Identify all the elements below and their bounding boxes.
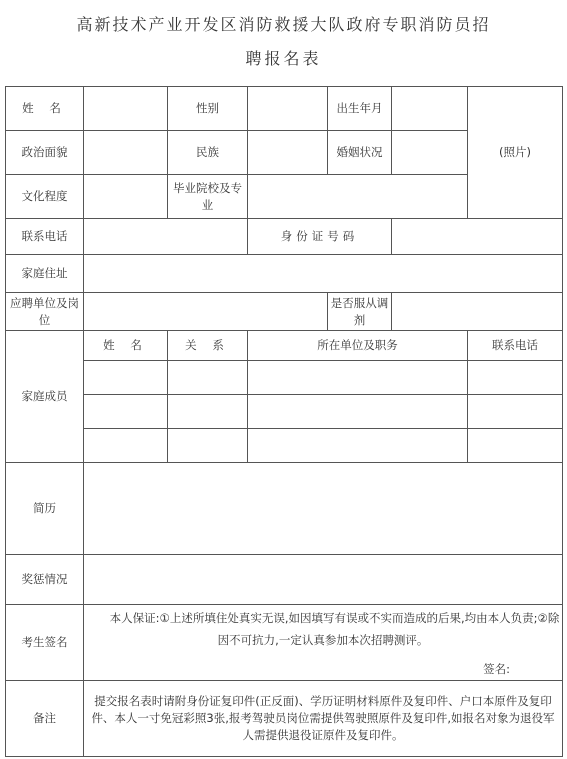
pledge-text: 本人保证:①上述所填住处真实无误,如因填写有误或不实而造成的后果,均由本人负责;②除因不可抗力,一定认真参加本次招聘测评。 <box>109 611 560 647</box>
family-header-relation: 关 系 <box>168 331 248 361</box>
resume-label: 简历 <box>6 463 84 555</box>
phone-label: 联系电话 <box>6 219 84 255</box>
political-status-field[interactable] <box>84 131 168 175</box>
photo-box[interactable]: (照片) <box>468 87 563 219</box>
address-label: 家庭住址 <box>6 255 84 293</box>
signature-label: 考生签名 <box>6 605 84 681</box>
family-relation-cell[interactable] <box>168 395 248 429</box>
id-number-label: 身份证号码 <box>248 219 392 255</box>
family-employer-cell[interactable] <box>248 361 468 395</box>
awards-field[interactable] <box>84 555 563 605</box>
signature-line: 签名: <box>483 662 510 676</box>
family-employer-cell[interactable] <box>248 429 468 463</box>
ethnicity-field[interactable] <box>248 131 328 175</box>
form-title-line-1: 高新技术产业开发区消防救援大队政府专职消防员招 <box>76 15 491 34</box>
family-name-cell[interactable] <box>84 429 168 463</box>
phone-field[interactable] <box>84 219 248 255</box>
name-label: 姓 名 <box>6 87 84 131</box>
family-relation-cell[interactable] <box>168 361 248 395</box>
reassign-label: 是否服从调剂 <box>328 293 392 331</box>
address-field[interactable] <box>84 255 563 293</box>
family-members-label: 家庭成员 <box>6 331 84 463</box>
political-status-label: 政治面貌 <box>6 131 84 175</box>
education-label: 文化程度 <box>6 175 84 219</box>
id-number-field[interactable] <box>392 219 563 255</box>
family-phone-cell[interactable] <box>468 361 563 395</box>
family-header-name: 姓 名 <box>84 331 168 361</box>
family-name-cell[interactable] <box>84 395 168 429</box>
family-header-employer: 所在单位及职务 <box>248 331 468 361</box>
birth-label: 出生年月 <box>328 87 392 131</box>
remarks-label: 备注 <box>6 681 84 757</box>
education-field[interactable] <box>84 175 168 219</box>
gender-label: 性别 <box>168 87 248 131</box>
birth-field[interactable] <box>392 87 468 131</box>
remarks-text: 提交报名表时请附身份证复印件(正反面)、学历证明材料原件及复印件、户口本原件及复印件、本人一寸免冠彩照3张,报考驾驶员岗位需提供驾驶照原件及复印件,如报名对象为退役军人需提供退役证原件及复印件。 <box>84 681 563 757</box>
marital-status-field[interactable] <box>392 131 468 175</box>
family-phone-cell[interactable] <box>468 429 563 463</box>
family-header-phone: 联系电话 <box>468 331 563 361</box>
ethnicity-label: 民族 <box>168 131 248 175</box>
form-title-line-2: 聘报名表 <box>245 49 322 68</box>
awards-label: 奖惩情况 <box>6 555 84 605</box>
resume-field[interactable] <box>84 463 563 555</box>
school-major-label: 毕业院校及专业 <box>168 175 248 219</box>
gender-field[interactable] <box>248 87 328 131</box>
name-field[interactable] <box>84 87 168 131</box>
marital-status-label: 婚姻状况 <box>328 131 392 175</box>
registration-form-table <box>5 86 563 757</box>
family-name-cell[interactable] <box>84 361 168 395</box>
family-phone-cell[interactable] <box>468 395 563 429</box>
reassign-field[interactable] <box>392 293 563 331</box>
position-label: 应聘单位及岗位 <box>6 293 84 331</box>
position-field[interactable] <box>84 293 328 331</box>
pledge-cell[interactable] <box>84 605 563 681</box>
family-relation-cell[interactable] <box>168 429 248 463</box>
family-employer-cell[interactable] <box>248 395 468 429</box>
school-major-field[interactable] <box>248 175 468 219</box>
